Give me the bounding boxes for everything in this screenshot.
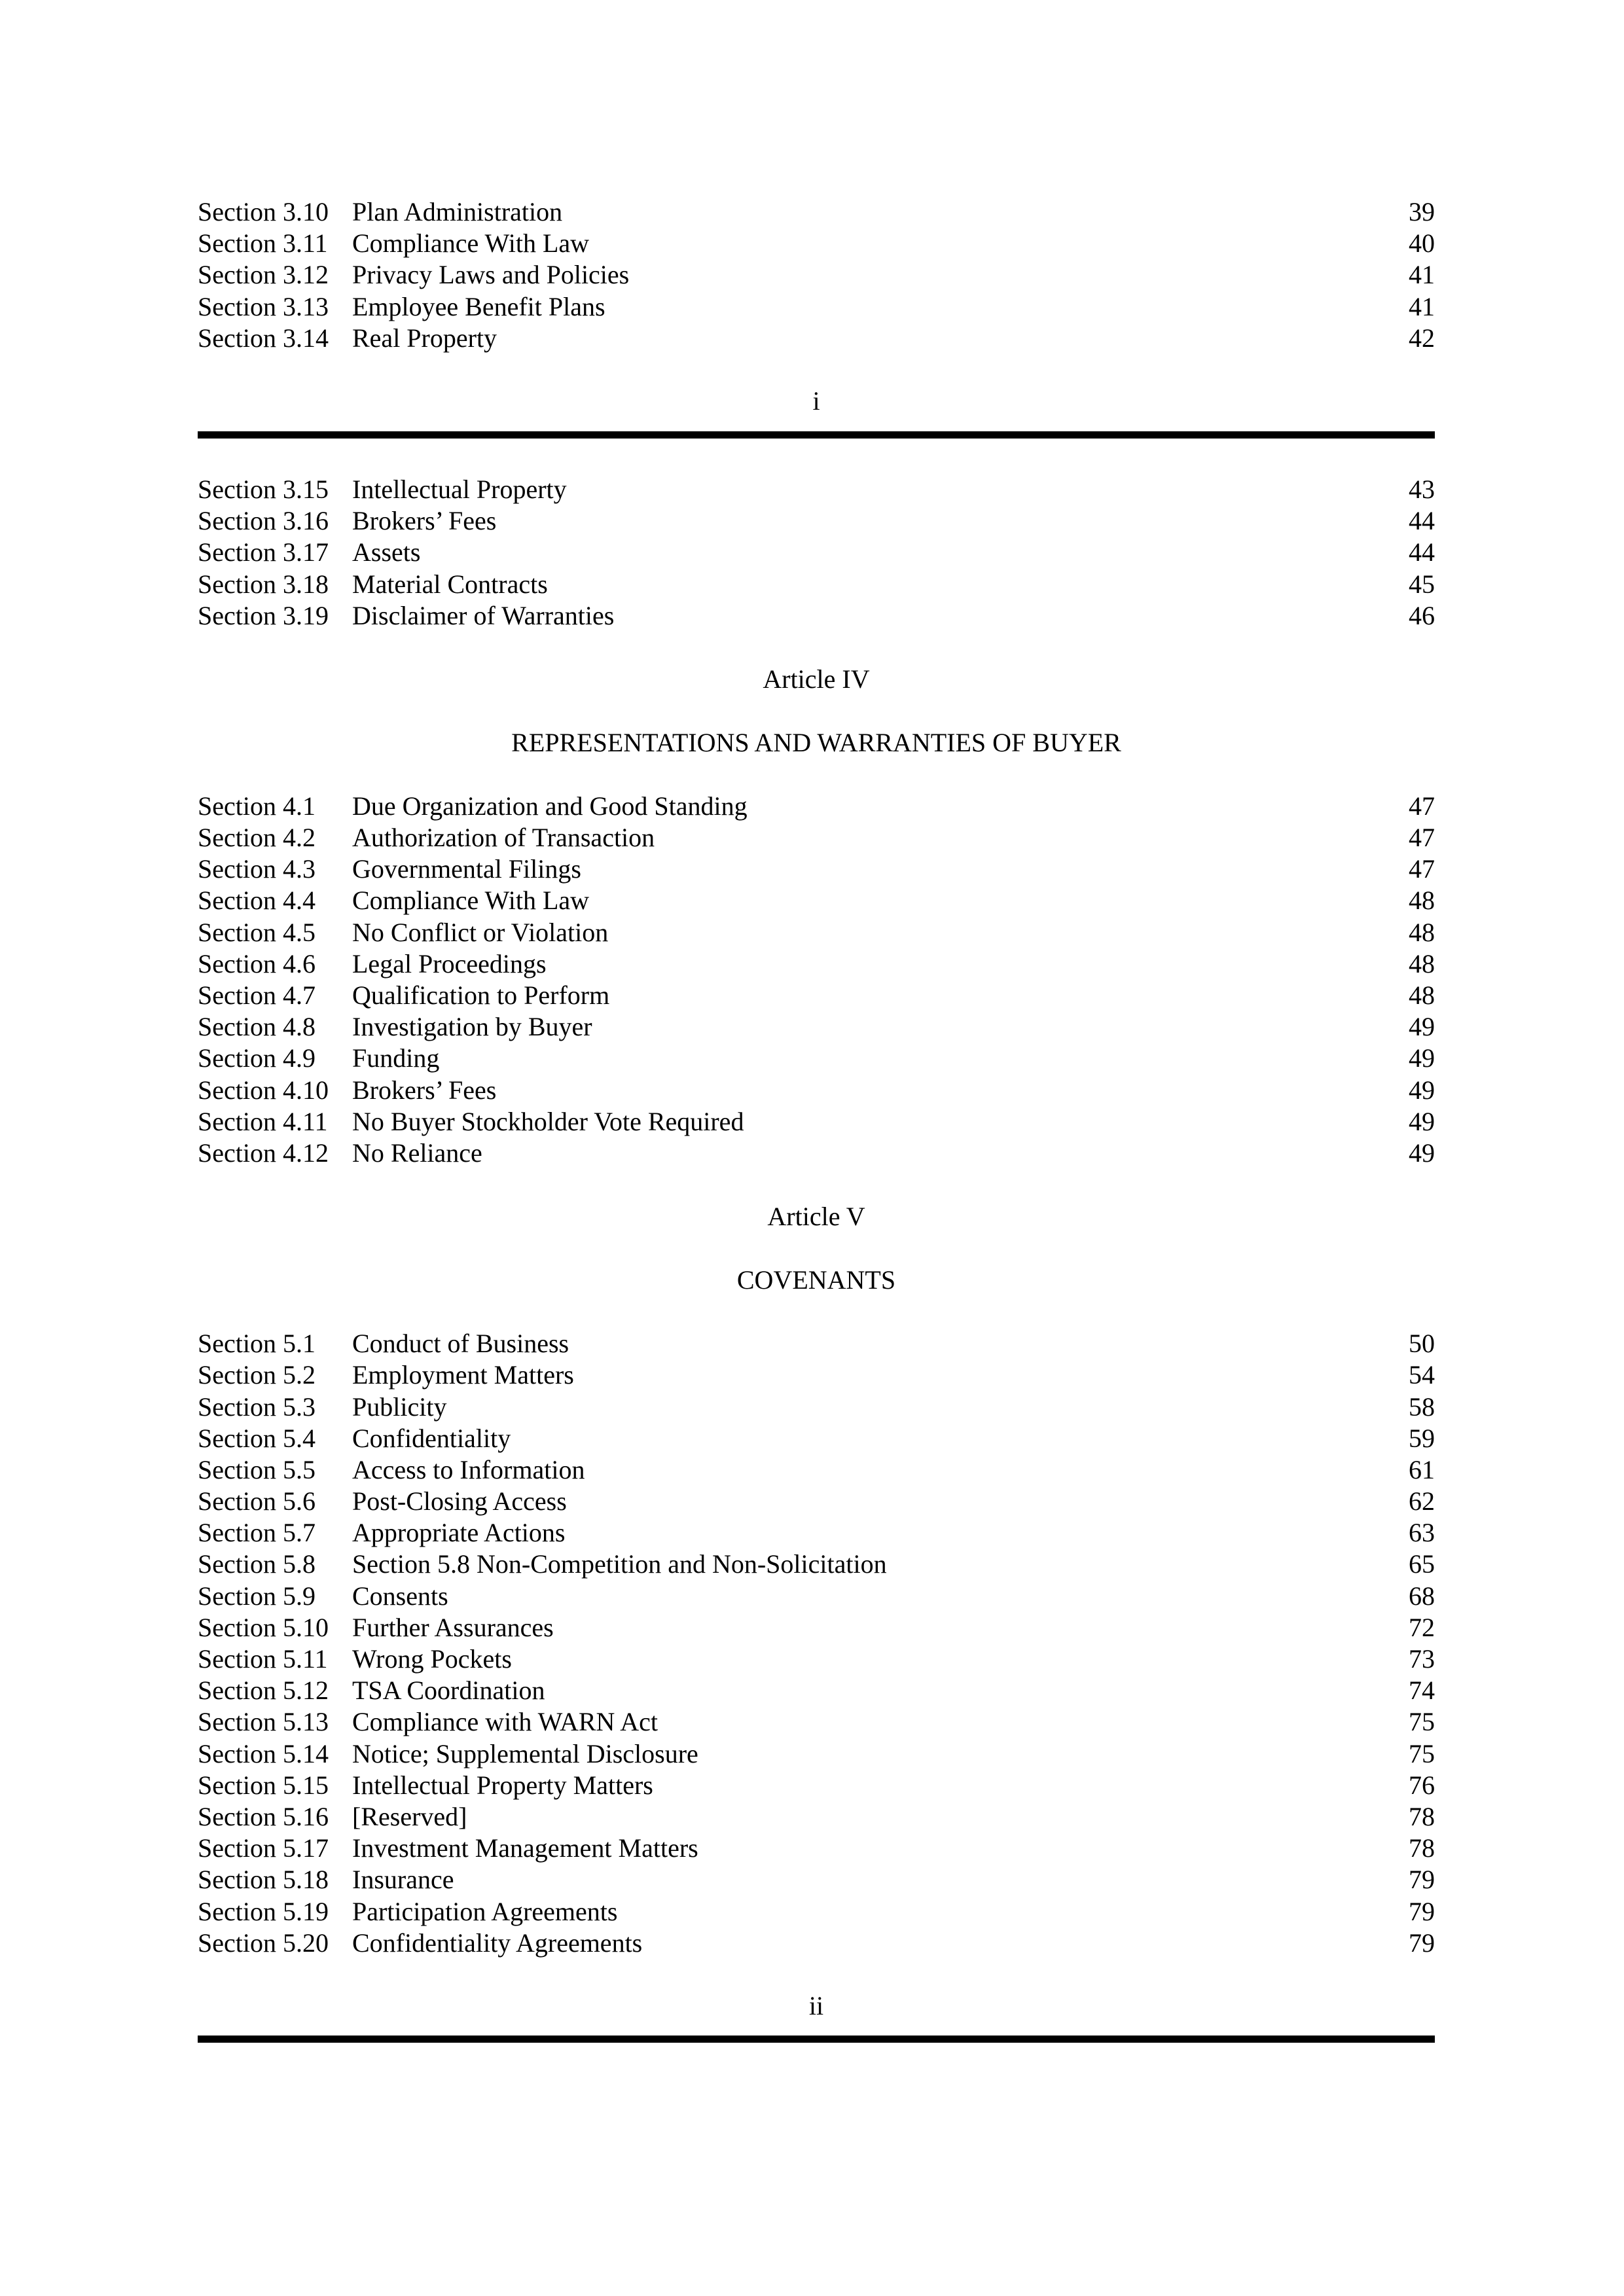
toc-section-title: Wrong Pockets bbox=[352, 1644, 512, 1674]
toc-page-number: 44 bbox=[1409, 537, 1435, 567]
toc-page-number: 78 bbox=[1409, 1801, 1435, 1831]
toc-section-title: Post-Closing Access bbox=[352, 1486, 567, 1516]
toc-section-title: No Buyer Stockholder Vote Required bbox=[352, 1106, 744, 1136]
toc-section-title: Insurance bbox=[352, 1865, 454, 1895]
toc-section-title: Intellectual Property bbox=[352, 474, 567, 504]
toc-entry bbox=[198, 1643, 1435, 1675]
toc-entry bbox=[198, 1454, 1435, 1486]
toc-entry bbox=[198, 1896, 1435, 1928]
toc-entry bbox=[198, 1138, 1435, 1169]
toc-section-title: Section 5.8 Non-Competition and Non-Solicitation bbox=[352, 1549, 887, 1579]
toc-section-number: Section 5.6 bbox=[198, 1486, 316, 1516]
toc-section-number: Section 5.3 bbox=[198, 1391, 316, 1422]
toc-section-title: Compliance With Law bbox=[352, 228, 590, 259]
toc-page-number: 68 bbox=[1409, 1581, 1435, 1611]
toc-section-title: Governmental Filings bbox=[352, 854, 581, 884]
toc-section-title: Conduct of Business bbox=[352, 1329, 569, 1359]
toc-page-number: 48 bbox=[1409, 980, 1435, 1010]
toc-page-number: 62 bbox=[1409, 1486, 1435, 1516]
toc-section-number: Section 5.18 bbox=[198, 1865, 329, 1895]
article-iv-heading: REPRESENTATIONS AND WARRANTIES OF BUYER bbox=[511, 727, 1121, 757]
toc-page-number: 54 bbox=[1409, 1360, 1435, 1390]
toc-entry bbox=[198, 1359, 1435, 1391]
toc-page-number: 46 bbox=[1409, 600, 1435, 630]
toc-section-title: Employee Benefit Plans bbox=[352, 291, 605, 321]
page-number-i: i bbox=[812, 386, 820, 416]
toc-entry bbox=[198, 291, 1435, 323]
toc-page-number: 49 bbox=[1409, 1012, 1435, 1042]
toc-entry bbox=[198, 1928, 1435, 1959]
toc-page-number: 65 bbox=[1409, 1549, 1435, 1579]
toc-page-number: 73 bbox=[1409, 1644, 1435, 1674]
toc-page-number: 72 bbox=[1409, 1612, 1435, 1642]
toc-section-title: Funding bbox=[352, 1043, 440, 1073]
toc-entry bbox=[198, 917, 1435, 948]
toc-section-number: Section 5.16 bbox=[198, 1801, 329, 1831]
toc-section-title: Investigation by Buyer bbox=[352, 1012, 592, 1042]
toc-section-number: Section 5.8 bbox=[198, 1549, 316, 1579]
toc-entry bbox=[198, 822, 1435, 853]
toc-section-title: Publicity bbox=[352, 1391, 447, 1422]
toc-section-number: Section 5.17 bbox=[198, 1833, 329, 1863]
toc-section-number: Section 5.11 bbox=[198, 1644, 328, 1674]
toc-section-number: Section 5.5 bbox=[198, 1454, 316, 1484]
toc-page-number: 48 bbox=[1409, 948, 1435, 978]
toc-entry bbox=[198, 1801, 1435, 1833]
toc-entry bbox=[198, 1738, 1435, 1770]
toc-section-number: Section 4.9 bbox=[198, 1043, 316, 1073]
toc-entry bbox=[198, 569, 1435, 600]
toc-section-title: Brokers’ Fees bbox=[352, 1075, 497, 1105]
toc-entry bbox=[198, 1581, 1435, 1612]
toc-section-title: Compliance With Law bbox=[352, 886, 590, 916]
toc-section-title: Confidentiality bbox=[352, 1423, 511, 1453]
toc-section-title: Intellectual Property Matters bbox=[352, 1770, 653, 1800]
toc-page-number: 79 bbox=[1409, 1896, 1435, 1926]
toc-page-number: 79 bbox=[1409, 1928, 1435, 1958]
article-v-label: Article V bbox=[767, 1202, 865, 1232]
toc-section-title: Authorization of Transaction bbox=[352, 823, 655, 853]
toc-page-number: 49 bbox=[1409, 1043, 1435, 1073]
toc-section-title: Privacy Laws and Policies bbox=[352, 260, 630, 290]
toc-section-number: Section 4.7 bbox=[198, 980, 316, 1010]
toc-entry bbox=[198, 1612, 1435, 1643]
toc-section-title: Further Assurances bbox=[352, 1612, 554, 1642]
toc-entry bbox=[198, 980, 1435, 1011]
toc-section-number: Section 5.7 bbox=[198, 1518, 316, 1548]
toc-entry bbox=[198, 505, 1435, 537]
toc-section-number: Section 5.14 bbox=[198, 1738, 329, 1768]
toc-section-number: Section 4.1 bbox=[198, 791, 316, 821]
toc-page-number: 47 bbox=[1409, 854, 1435, 884]
toc-page-number: 50 bbox=[1409, 1329, 1435, 1359]
toc-page-number: 49 bbox=[1409, 1138, 1435, 1168]
toc-section-number: Section 3.11 bbox=[198, 228, 328, 259]
toc-page bbox=[198, 196, 1435, 2043]
toc-section-title: Brokers’ Fees bbox=[352, 506, 497, 536]
toc-section-title: Real Property bbox=[352, 323, 497, 353]
toc-section-number: Section 3.19 bbox=[198, 600, 329, 630]
toc-section-number: Section 4.12 bbox=[198, 1138, 329, 1168]
toc-entry bbox=[198, 537, 1435, 568]
toc-section-title: Notice; Supplemental Disclosure bbox=[352, 1738, 698, 1768]
toc-entry bbox=[198, 1706, 1435, 1738]
toc-section-title: Compliance with WARN Act bbox=[352, 1707, 658, 1737]
toc-entry bbox=[198, 323, 1435, 354]
toc-entry bbox=[198, 1011, 1435, 1043]
toc-section-number: Section 4.10 bbox=[198, 1075, 329, 1105]
toc-section-title: No Conflict or Violation bbox=[352, 917, 609, 947]
toc-entry bbox=[198, 196, 1435, 228]
toc-entry bbox=[198, 1423, 1435, 1454]
toc-section-number: Section 4.5 bbox=[198, 917, 316, 947]
toc-page-number: 75 bbox=[1409, 1738, 1435, 1768]
toc-block-2 bbox=[198, 474, 1435, 632]
toc-section-number: Section 3.13 bbox=[198, 291, 329, 321]
toc-entry bbox=[198, 259, 1435, 291]
toc-section-number: Section 3.12 bbox=[198, 260, 329, 290]
toc-section-number: Section 3.16 bbox=[198, 506, 329, 536]
toc-page-number: 41 bbox=[1409, 291, 1435, 321]
toc-section-number: Section 3.15 bbox=[198, 474, 329, 504]
toc-section-title: Material Contracts bbox=[352, 569, 548, 599]
toc-entry bbox=[198, 1833, 1435, 1864]
article-iv-label: Article IV bbox=[763, 664, 870, 694]
toc-entry bbox=[198, 1328, 1435, 1359]
toc-page-number: 59 bbox=[1409, 1423, 1435, 1453]
toc-entry bbox=[198, 474, 1435, 505]
toc-section-title: Appropriate Actions bbox=[352, 1518, 566, 1548]
toc-page-number: 75 bbox=[1409, 1707, 1435, 1737]
toc-page-number: 74 bbox=[1409, 1676, 1435, 1706]
toc-section-title: Plan Administration bbox=[352, 197, 563, 226]
toc-section-number: Section 3.14 bbox=[198, 323, 329, 353]
toc-entry bbox=[198, 791, 1435, 822]
toc-page-number: 76 bbox=[1409, 1770, 1435, 1800]
toc-page-number: 45 bbox=[1409, 569, 1435, 599]
toc-section-number: Section 4.8 bbox=[198, 1012, 316, 1042]
toc-section-title: Participation Agreements bbox=[352, 1896, 618, 1926]
toc-section-number: Section 4.11 bbox=[198, 1106, 328, 1136]
article-v-heading: COVENANTS bbox=[736, 1265, 896, 1295]
toc-section-title: Disclaimer of Warranties bbox=[352, 600, 615, 630]
toc-section-number: Section 5.2 bbox=[198, 1360, 316, 1390]
toc-page-number: 79 bbox=[1409, 1865, 1435, 1895]
toc-page-number: 61 bbox=[1409, 1454, 1435, 1484]
toc-page-number: 40 bbox=[1409, 228, 1435, 259]
toc-section-number: Section 5.13 bbox=[198, 1707, 329, 1737]
toc-section-title: Employment Matters bbox=[352, 1360, 574, 1390]
toc-block-1 bbox=[198, 196, 1435, 354]
toc-section-title: Consents bbox=[352, 1581, 448, 1611]
toc-entry bbox=[198, 885, 1435, 916]
toc-page-number: 78 bbox=[1409, 1833, 1435, 1863]
toc-entry bbox=[198, 1391, 1435, 1423]
toc-page-number: 39 bbox=[1409, 197, 1435, 226]
toc-entry bbox=[198, 1517, 1435, 1549]
toc-entry bbox=[198, 228, 1435, 259]
toc-section-number: Section 3.10 bbox=[198, 197, 329, 226]
toc-entry bbox=[198, 600, 1435, 632]
toc-page-number: 63 bbox=[1409, 1518, 1435, 1548]
toc-page-number: 41 bbox=[1409, 260, 1435, 290]
toc-section-number: Section 5.20 bbox=[198, 1928, 329, 1958]
toc-section-title: [Reserved] bbox=[352, 1801, 467, 1831]
toc-entry bbox=[198, 1486, 1435, 1517]
toc-section-title: Qualification to Perform bbox=[352, 980, 610, 1010]
toc-section-number: Section 5.12 bbox=[198, 1676, 329, 1706]
toc-section-title: Due Organization and Good Standing bbox=[352, 791, 748, 821]
toc-section-number: Section 5.19 bbox=[198, 1896, 329, 1926]
toc-page-number: 47 bbox=[1409, 791, 1435, 821]
toc-entry bbox=[198, 948, 1435, 980]
toc-section-title: TSA Coordination bbox=[352, 1676, 545, 1706]
toc-section-number: Section 4.6 bbox=[198, 948, 316, 978]
toc-page-number: 44 bbox=[1409, 506, 1435, 536]
toc-entry bbox=[198, 853, 1435, 885]
toc-page-number: 43 bbox=[1409, 474, 1435, 504]
toc-section-title: No Reliance bbox=[352, 1138, 482, 1168]
toc-entry bbox=[198, 1106, 1435, 1138]
toc-section-number: Section 4.2 bbox=[198, 823, 316, 853]
page-number-ii: ii bbox=[808, 1990, 824, 2020]
toc-section-title: Confidentiality Agreements bbox=[352, 1928, 643, 1958]
toc-page-number: 47 bbox=[1409, 823, 1435, 853]
toc-section-number: Section 4.4 bbox=[198, 886, 316, 916]
toc-page-number: 48 bbox=[1409, 917, 1435, 947]
toc-entry bbox=[198, 1549, 1435, 1580]
toc-article-v bbox=[198, 1328, 1435, 1959]
toc-entry bbox=[198, 1770, 1435, 1801]
page-divider-rule bbox=[198, 431, 1435, 439]
toc-section-number: Section 5.10 bbox=[198, 1612, 329, 1642]
toc-page-number: 49 bbox=[1409, 1075, 1435, 1105]
toc-section-title: Access to Information bbox=[352, 1454, 585, 1484]
toc-section-number: Section 3.17 bbox=[198, 537, 329, 567]
toc-section-title: Legal Proceedings bbox=[352, 948, 547, 978]
toc-section-title: Investment Management Matters bbox=[352, 1833, 698, 1863]
page-divider-rule-bottom bbox=[198, 2036, 1435, 2043]
toc-entry bbox=[198, 1864, 1435, 1895]
toc-section-number: Section 4.3 bbox=[198, 854, 316, 884]
toc-article-iv bbox=[198, 791, 1435, 1169]
toc-page-number: 58 bbox=[1409, 1391, 1435, 1422]
toc-section-number: Section 5.4 bbox=[198, 1423, 316, 1453]
toc-page-number: 48 bbox=[1409, 886, 1435, 916]
toc-section-title: Assets bbox=[352, 537, 421, 567]
toc-section-number: Section 5.15 bbox=[198, 1770, 329, 1800]
toc-entry bbox=[198, 1675, 1435, 1706]
toc-entry bbox=[198, 1043, 1435, 1074]
toc-section-number: Section 5.9 bbox=[198, 1581, 316, 1611]
toc-page-number: 42 bbox=[1409, 323, 1435, 353]
toc-section-number: Section 3.18 bbox=[198, 569, 329, 599]
toc-section-number: Section 5.1 bbox=[198, 1329, 316, 1359]
toc-entry bbox=[198, 1075, 1435, 1106]
toc-page-number: 49 bbox=[1409, 1106, 1435, 1136]
